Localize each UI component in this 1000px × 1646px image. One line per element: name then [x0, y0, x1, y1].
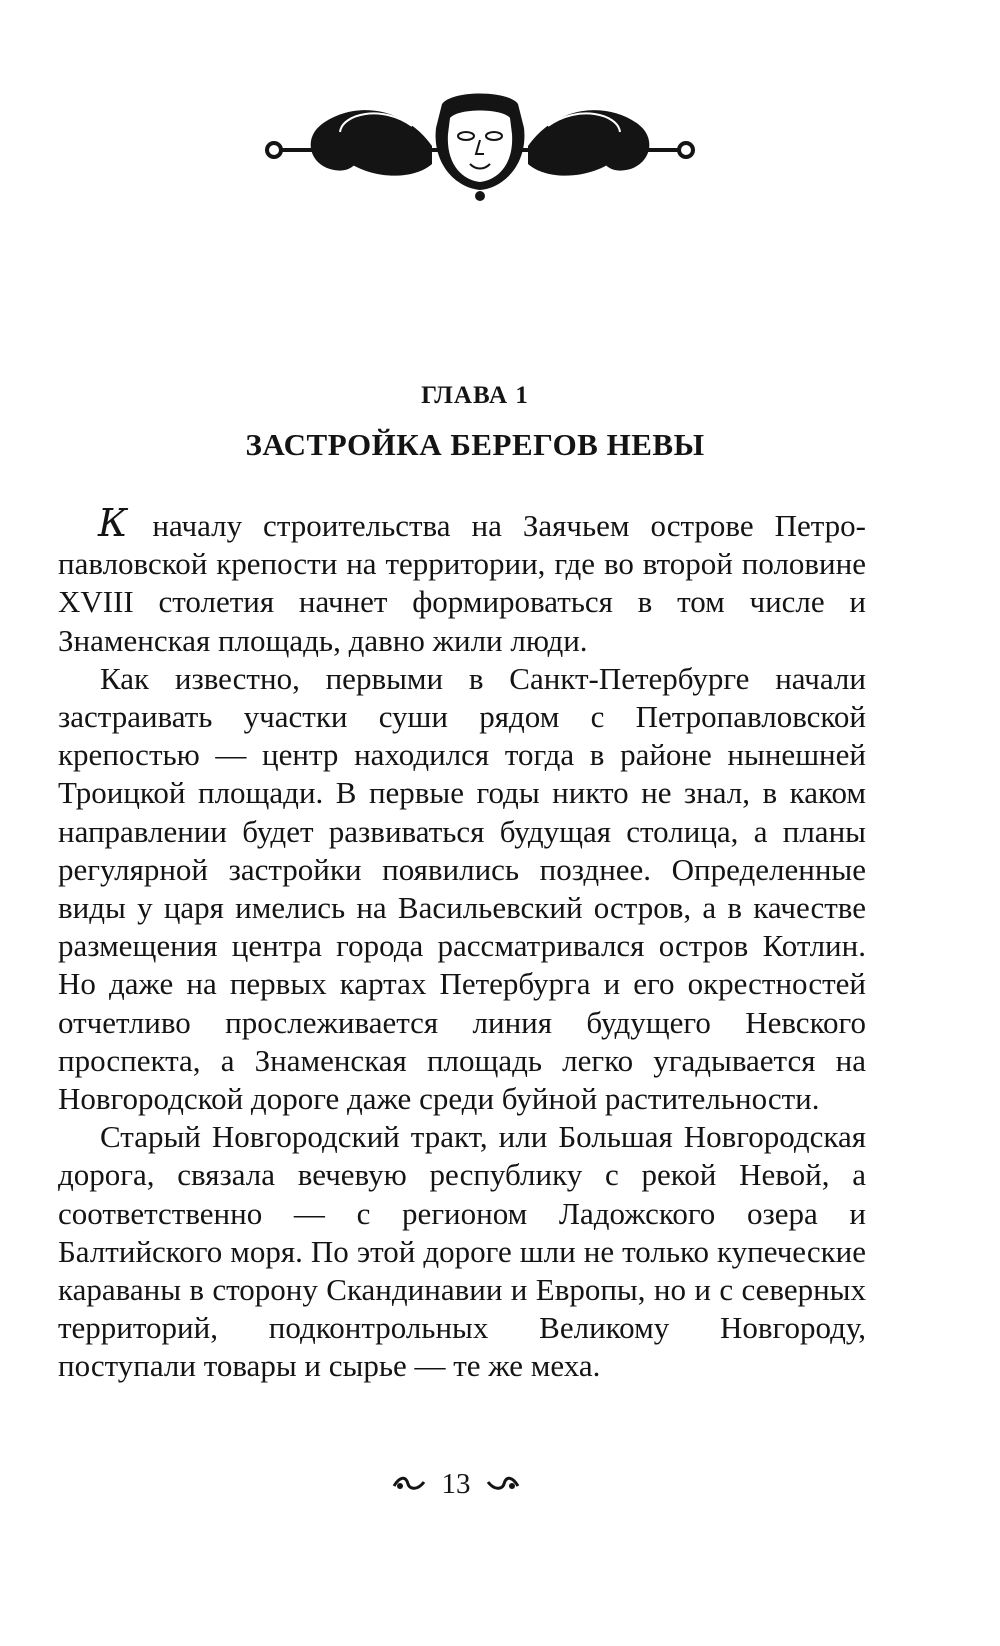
chapter-ornament: [262, 84, 698, 204]
paragraph-3: Старый Новгородский тракт, или Большая Новгородская дорога, связала вечевую республику с рекой Невой, а соответственно — с регионом Ладожского озера и Балтийского моря. По этой дороге шли не только купеческие караваны в сторону Скандинавии и Европы, но и с северных территорий, подконтрольных Великому Новгороду, поступали товары и сырье — те же меха.: [58, 1119, 866, 1384]
main-text: [58, 501, 866, 1386]
page-footer: [0, 1466, 912, 1501]
page-number: 13: [441, 1467, 471, 1500]
fleuron-right-icon: [486, 1474, 520, 1494]
paragraph-2: Как известно, первыми в Санкт-Петербурге начали застраивать участки суши рядом с Петропавловской крепостью — центр находился тогда в районе нынешней Троицкой площади. В первые годы никто не знал, в каком направлении будет развиваться будущая столица, а планы регулярной застройки появились позднее. Определенные виды у царя имелись на Васильевский остров, а в качестве размещения центра города рассматривался остров Котлин. Но даже на первых картах Петербурга и его окрестностей отчетливо прослеживается линия будущего Невского проспекта, а Знаменская площадь легко угадывается на Новгородской дороге даже среди буйной растительности.: [58, 660, 866, 1117]
paragraph-1-text: началу строительства на Заячьем острове Петропавловской крепости на территории, где во второй половине XVIII столетия начнет формироваться в том числе и Знаменская площадь, давно жили люди.: [58, 508, 866, 658]
paragraph-1: [58, 501, 866, 660]
drop-cap: К: [98, 501, 128, 545]
fleuron-left-icon: [392, 1474, 426, 1494]
chapter-number: ГЛАВА 1: [421, 382, 529, 409]
chapter-title: ЗАСТРОЙКА БЕРЕГОВ НЕВЫ: [245, 427, 705, 462]
